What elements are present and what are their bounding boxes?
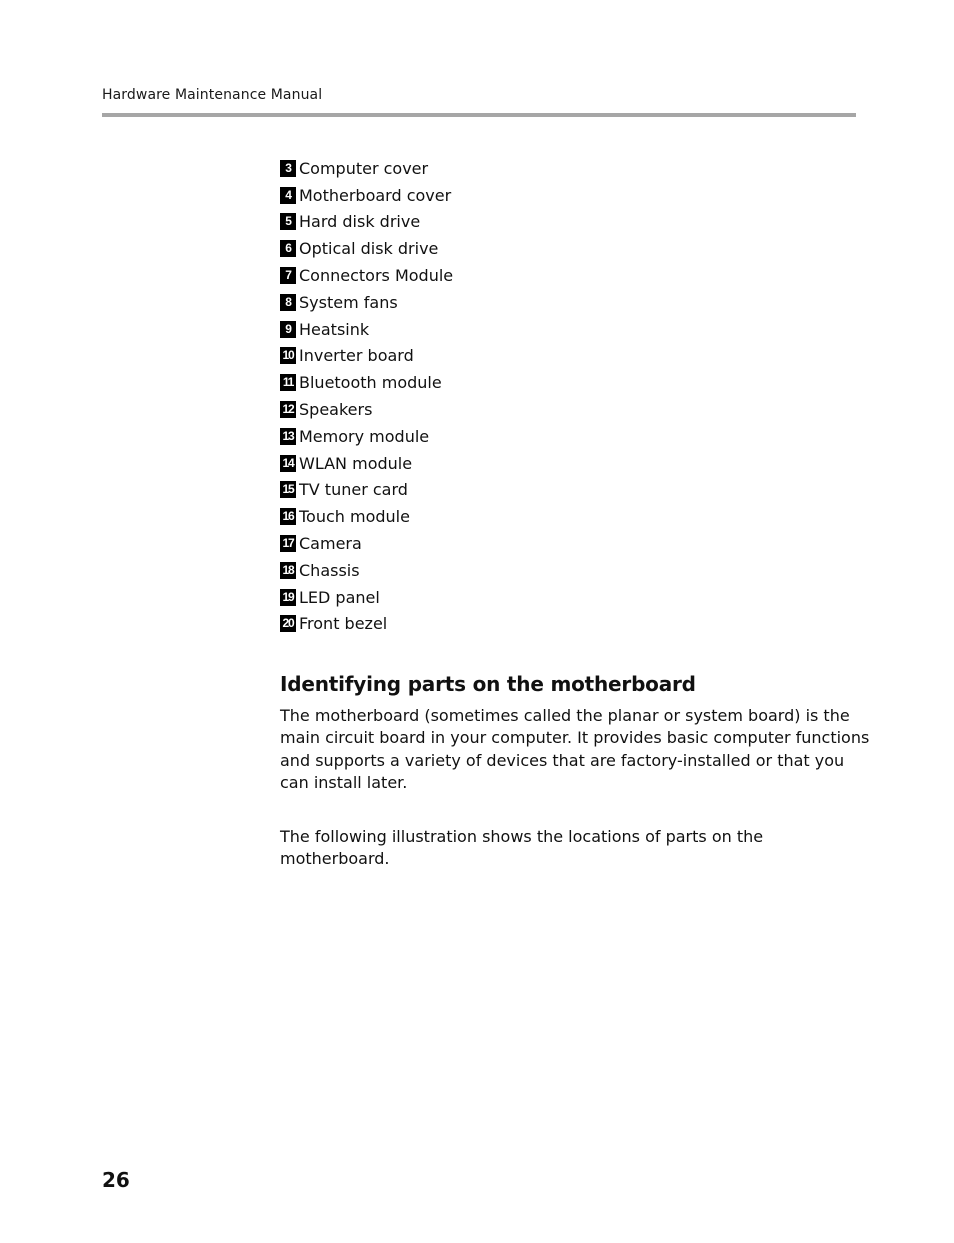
part-label: Chassis: [299, 560, 360, 580]
list-item: [280, 262, 453, 289]
part-label: Connectors Module: [299, 266, 454, 286]
parts-list: [280, 155, 453, 637]
part-label: Motherboard cover: [299, 185, 452, 205]
list-item: [280, 584, 453, 611]
list-item: [280, 209, 453, 236]
part-label: Inverter board: [299, 346, 414, 366]
callout-number-badge: 13: [280, 428, 296, 445]
list-item: [280, 155, 453, 182]
list-item: [280, 343, 453, 370]
part-label: Front bezel: [299, 614, 388, 634]
callout-number-badge: 11: [280, 374, 296, 391]
callout-number-badge: 17: [280, 535, 296, 552]
callout-number-badge: 8: [280, 294, 296, 311]
part-label: TV tuner card: [299, 480, 408, 500]
callout-number-badge: 20: [280, 615, 296, 632]
part-label: Heatsink: [299, 319, 370, 339]
part-label: Optical disk drive: [299, 239, 439, 259]
motherboard-intro-paragraph: The motherboard (sometimes called the planar or system board) is the main circuit board in your computer. It provides basic computer functions and supports a variety of devices that are factory-installed or that you can install later.: [280, 706, 870, 793]
callout-number-badge: 5: [280, 213, 296, 230]
callout-number-badge: 9: [280, 321, 296, 338]
header-rule: [102, 113, 856, 117]
callout-number-badge: 14: [280, 455, 296, 472]
callout-number-badge: 3: [280, 160, 296, 177]
list-item: [280, 316, 453, 343]
list-item: [280, 611, 453, 638]
list-item: [280, 423, 453, 450]
part-label: Hard disk drive: [299, 212, 421, 232]
part-label: WLAN module: [299, 453, 413, 473]
section-heading: Identifying parts on the motherboard: [280, 672, 696, 696]
part-label: Speakers: [299, 400, 373, 420]
part-label: Camera: [299, 534, 362, 554]
callout-number-badge: 6: [280, 240, 296, 257]
illustration-intro-paragraph: The following illustration shows the locations of parts on the motherboard.: [280, 827, 764, 869]
callout-number-badge: 12: [280, 401, 296, 418]
part-label: System fans: [299, 292, 398, 312]
list-item: [280, 369, 453, 396]
running-header: Hardware Maintenance Manual: [102, 87, 323, 103]
list-item: [280, 396, 453, 423]
part-label: LED panel: [299, 587, 380, 607]
list-item: [280, 450, 453, 477]
callout-number-badge: 15: [280, 481, 296, 498]
list-item: [280, 477, 453, 504]
list-item: [280, 289, 453, 316]
list-item: [280, 557, 453, 584]
list-item: [280, 182, 453, 209]
list-item: [280, 503, 453, 530]
list-item: [280, 235, 453, 262]
callout-number-badge: 10: [280, 347, 296, 364]
list-item: [280, 530, 453, 557]
callout-number-badge: 4: [280, 187, 296, 204]
callout-number-badge: 18: [280, 562, 296, 579]
part-label: Bluetooth module: [299, 373, 442, 393]
page-number: 26: [102, 1168, 130, 1192]
callout-number-badge: 19: [280, 589, 296, 606]
callout-number-badge: 7: [280, 267, 296, 284]
part-label: Computer cover: [299, 158, 429, 178]
callout-number-badge: 16: [280, 508, 296, 525]
part-label: Memory module: [299, 426, 430, 446]
part-label: Touch module: [299, 507, 410, 527]
